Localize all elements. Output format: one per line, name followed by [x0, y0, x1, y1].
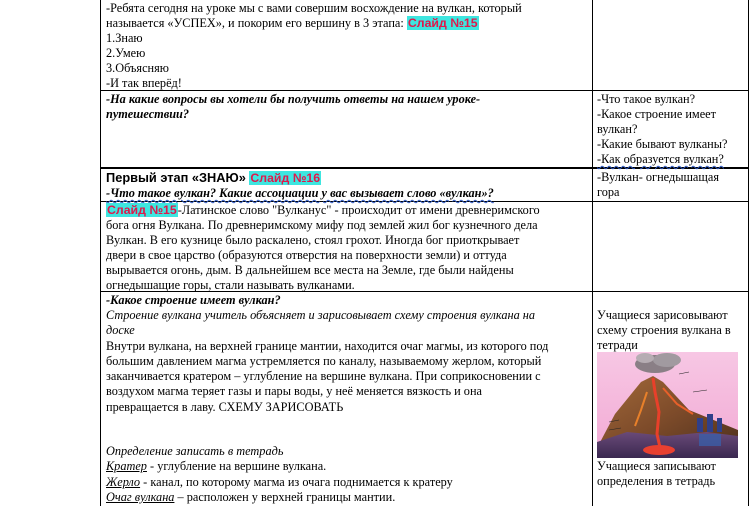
definition-term: Кратер: [106, 459, 147, 473]
slide-badge: Слайд №15: [107, 203, 177, 217]
table-border-left: [100, 0, 101, 506]
structure-note-line-1: Строение вулкана учитель объясняет и зарисовывает схему строения вулкана на: [106, 308, 536, 322]
legend-line: бога огня Вулкана. По древнеримскому мифу под землей жил бог кузнечного дела: [106, 218, 538, 232]
stage-question-text: -Что такое вулкан? Какие ассоциации у вас вызывает слово «вулкан»?: [106, 186, 494, 200]
structure-body-line: заканчивается кратером – углубление на вершине вулкана. При соприкосновении с: [106, 369, 541, 383]
stage-title-text: Первый этап «ЗНАЮ»: [106, 170, 250, 185]
table-border-middle: [592, 0, 593, 506]
table-border-right: [748, 0, 749, 506]
definition-item: [106, 490, 588, 505]
answer-item-text: -Как образуется вулкан?: [597, 152, 724, 166]
legend-line: огнедышащие горы, стали называть вулканами.: [106, 278, 355, 292]
structure-body-line: большим давлением магма устремляется по каналу, называемому жерлом, который: [106, 354, 542, 368]
stage-response-line-2: гора: [597, 185, 620, 199]
structure-body-line: Внутри вулкана, на верхней границе мантии, находится очаг магмы, из которого под: [106, 339, 549, 353]
stage-title: [106, 170, 588, 186]
structure-question: -Какое строение имеет вулкан?: [106, 293, 281, 307]
structure-body-line: превращается в лаву. СХЕМУ ЗАРИСОВАТЬ: [106, 400, 344, 414]
legend-line-1-text: -Латинское слово "Вулканус" - происходит от имени древнеримского: [177, 203, 540, 217]
answer-item: [597, 152, 747, 167]
step-item: 3.Объясняю: [106, 61, 169, 75]
legend-line: Вулкан. В его кузнице было раскалено, стоял грохот. Иногда бог приоткрывает: [106, 233, 520, 247]
intro-line-2-text: называется «УСПЕХ», и покорим его вершину в 3 этапа:: [106, 16, 407, 30]
intro-line-2: [106, 16, 588, 31]
stage-question: [106, 186, 588, 201]
step-item: 2.Умею: [106, 46, 146, 60]
structure-right-line: схему строения вулкана в: [597, 323, 731, 337]
definition-item: [106, 475, 588, 490]
answer-item: -Какие бывают вулканы?: [597, 137, 728, 151]
slide-badge: Слайд №15: [407, 16, 478, 30]
definition-text: - углубление на вершине вулкана.: [146, 459, 327, 473]
structure-right-line: определения в тетрадь: [597, 474, 716, 488]
intro-closing: -И так вперёд!: [106, 76, 182, 90]
row-divider: [100, 167, 749, 169]
definition-item: [106, 459, 588, 474]
structure-right-line: Учащиеся записывают: [597, 459, 716, 473]
definition-term: Жерло: [106, 475, 141, 489]
slide-badge: Слайд №16: [250, 171, 321, 185]
definition-term: Очаг вулкана: [106, 490, 175, 504]
volcano-diagram-image: [597, 352, 738, 458]
answer-item: -Какое строение имеет: [597, 107, 717, 121]
definitions-heading: Определение записать в тетрадь: [106, 444, 284, 458]
step-item: 1.Знаю: [106, 31, 143, 45]
definition-text: – расположен у верхней границы мантии.: [174, 490, 396, 504]
legend-line: вырывается огонь, дым. В дальнейшем все места на Земле, где были найдены: [106, 263, 514, 277]
legend-line-1: [106, 203, 588, 218]
stage-response-line-1: -Вулкан- огнедышащая: [597, 170, 719, 184]
legend-line: двери в свое царство (образуются отверстия на поверхности земли) и оттуда: [106, 248, 507, 262]
intro-line-1: -Ребята сегодня на уроке мы с вами совершим восхождение на вулкан, который: [106, 1, 522, 15]
structure-right-line: Учащиеся зарисовывают: [597, 308, 728, 322]
structure-right-line: тетради: [597, 338, 638, 352]
answer-item: вулкан?: [597, 122, 638, 136]
answer-item: -Что такое вулкан?: [597, 92, 696, 106]
structure-body-line: воздухом магма теряет газы и пары воды, у неё меняется вязкость и она: [106, 384, 482, 398]
questions-prompt-line-2: путешествии?: [106, 107, 190, 121]
definition-text: - канал, по которому магма из очага поднимается к кратеру: [140, 475, 453, 489]
questions-prompt-line-1: -На какие вопросы вы хотели бы получить ответы на нашем уроке-: [106, 92, 481, 106]
structure-note-line-2: доске: [106, 323, 135, 337]
